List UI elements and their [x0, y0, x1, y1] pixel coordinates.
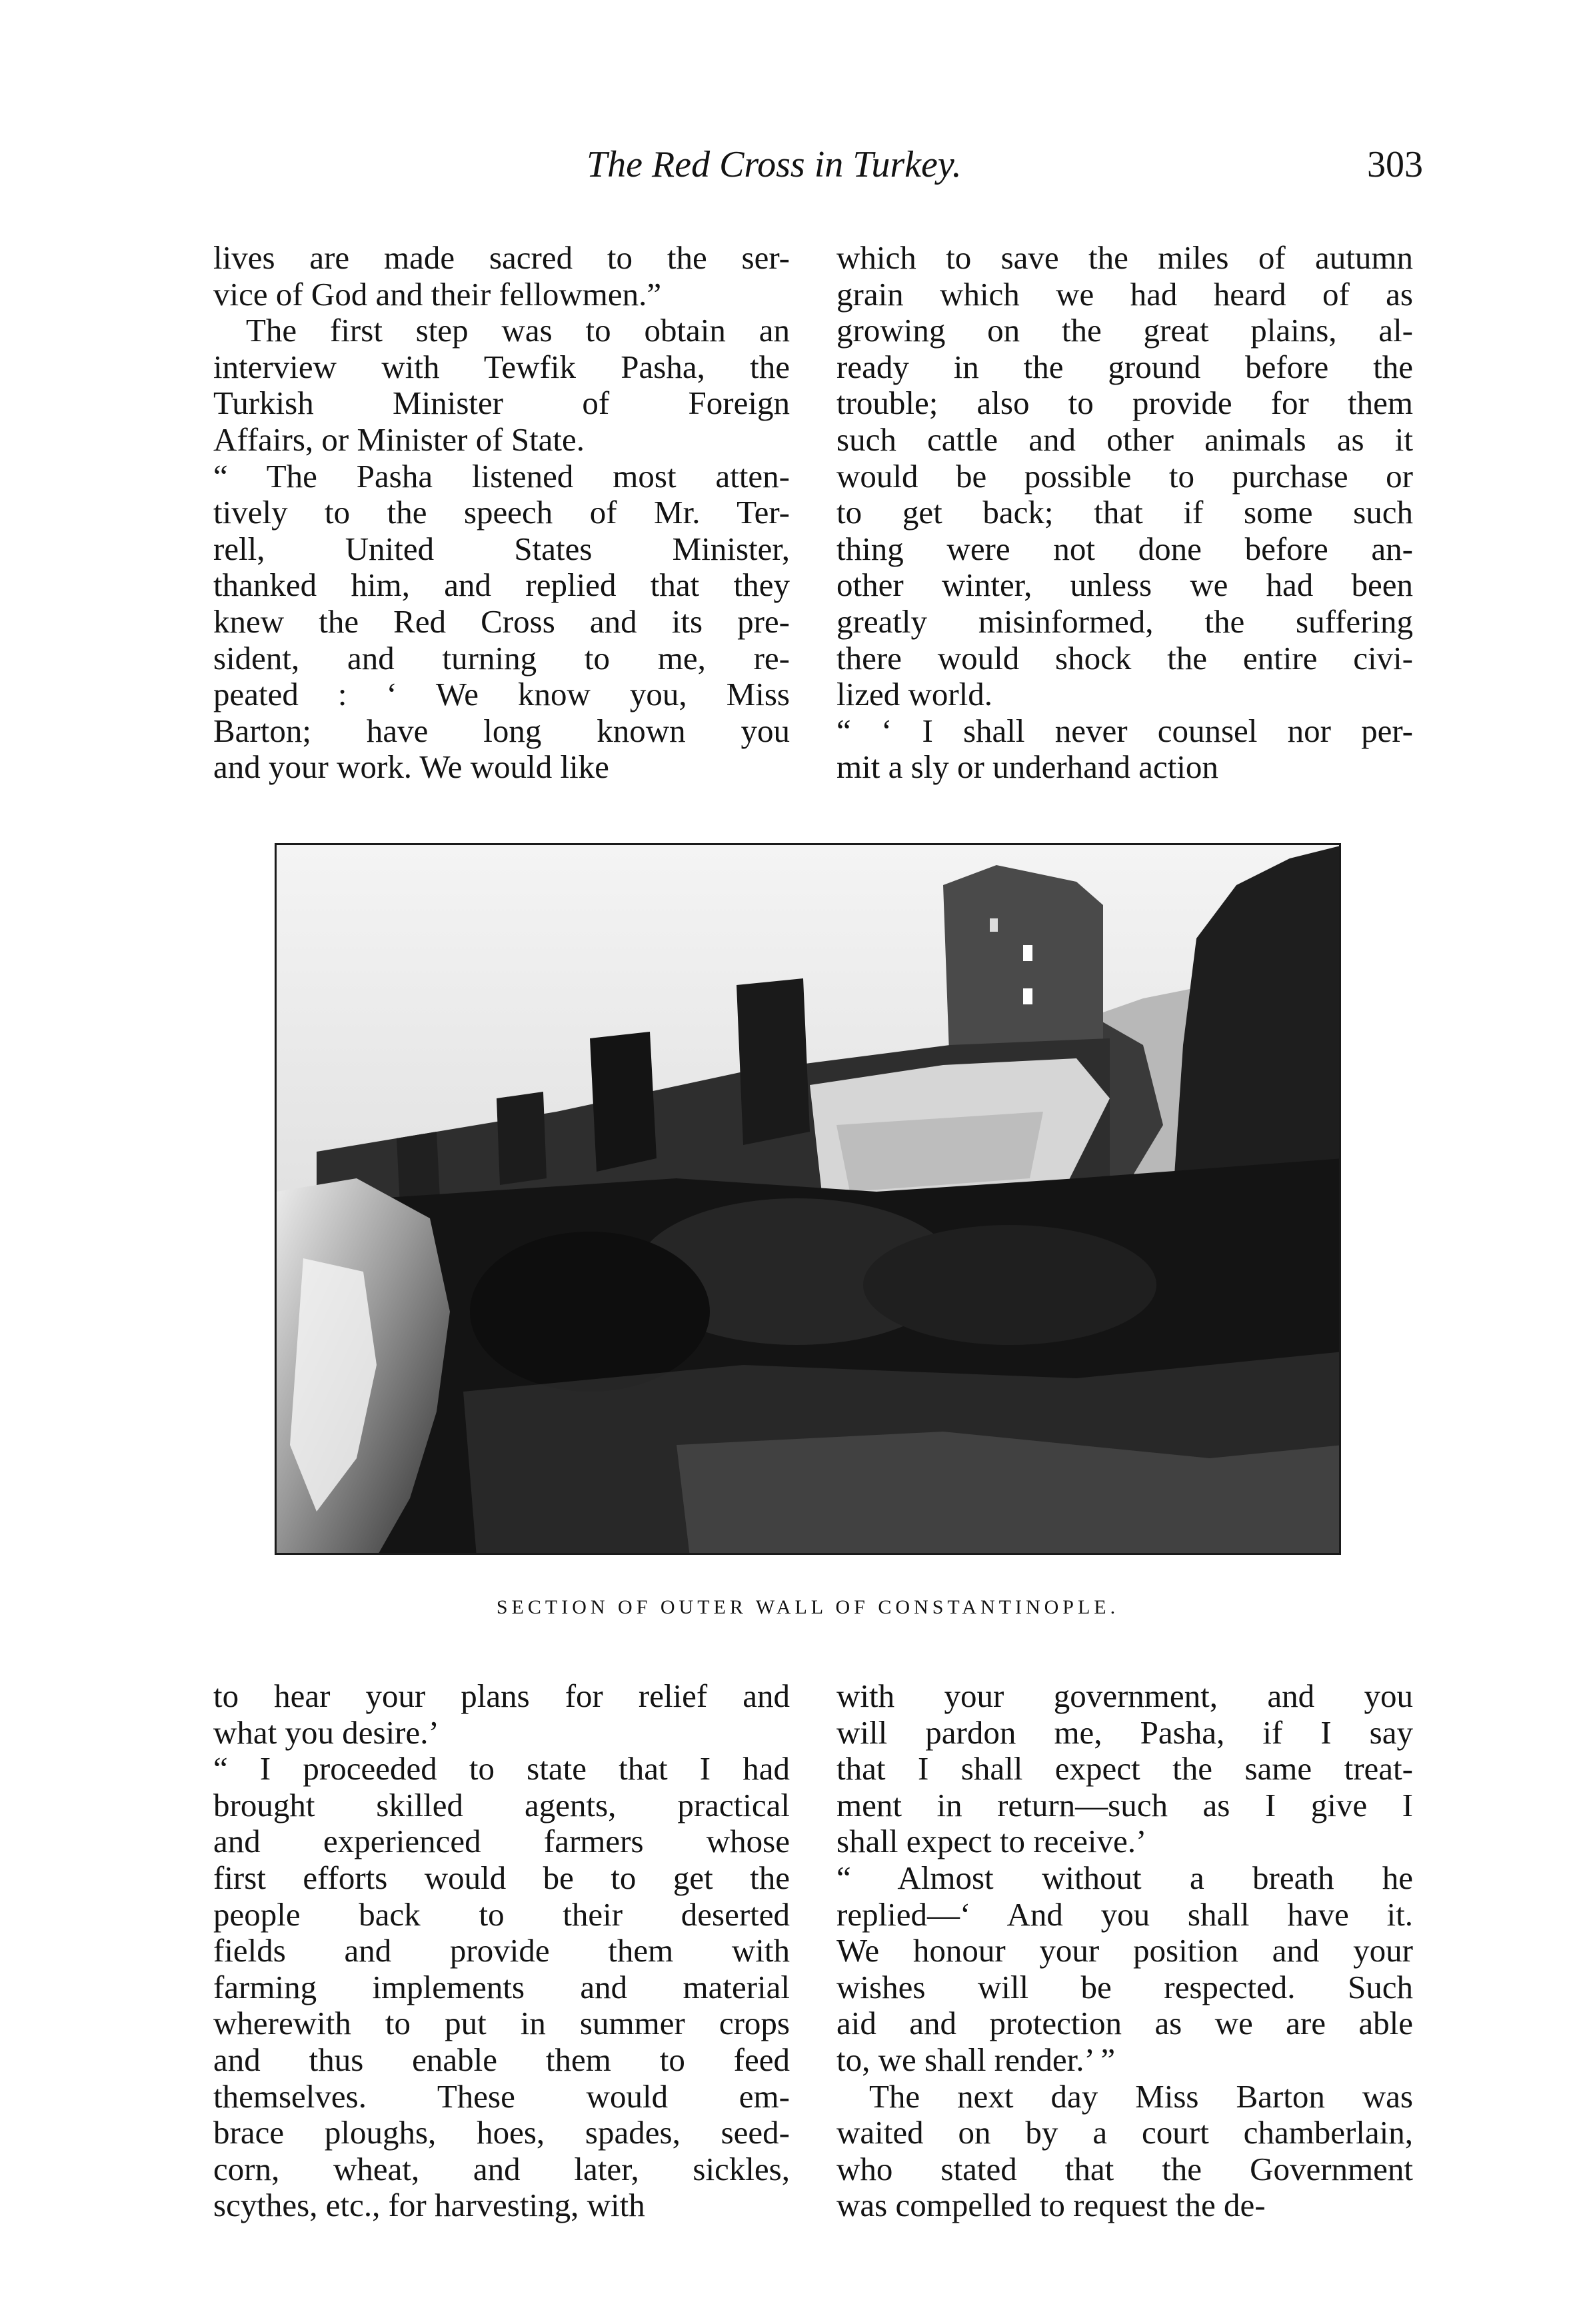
- text-line: which to save the miles of autumn: [836, 239, 1413, 276]
- text-line: first efforts would be to get the: [213, 1859, 790, 1896]
- text-line: there would shock the entire civi-: [836, 639, 1413, 676]
- text-line: themselves. These would em-: [213, 2077, 790, 2115]
- text-line: such cattle and other animals as it: [836, 421, 1413, 458]
- text-line: to get back; that if some such: [836, 494, 1413, 531]
- text-line: thing were not done before an-: [836, 530, 1413, 567]
- text-line: waited on by a court chamberlain,: [836, 2114, 1413, 2151]
- text-line: was compelled to request the de-: [836, 2187, 1266, 2224]
- text-line: ready in the ground before the: [836, 348, 1413, 385]
- text-line: would be possible to purchase or: [836, 457, 1413, 495]
- text-line: and thus enable them to feed: [213, 2041, 790, 2078]
- text-line: brace ploughs, hoes, spades, seed-: [213, 2114, 790, 2151]
- text-line: growing on the great plains, al-: [836, 312, 1413, 349]
- text-line: shall expect to receive.’: [836, 1823, 1147, 1860]
- text-line: to, we shall render.’ ”: [836, 2041, 1116, 2078]
- text-line: The next day Miss Barton was: [836, 2077, 1413, 2115]
- text-line: lives are made sacred to the ser-: [213, 239, 790, 276]
- text-line: what you desire.’: [213, 1714, 439, 1751]
- text-line: that I shall expect the same treat-: [836, 1750, 1413, 1787]
- text-line: Affairs, or Minister of State.: [213, 421, 585, 458]
- text-line: people back to their deserted: [213, 1895, 790, 1933]
- text-line: tively to the speech of Mr. Ter-: [213, 494, 790, 531]
- text-line: thanked him, and replied that they: [213, 567, 790, 604]
- text-line: will pardon me, Pasha, if I say: [836, 1714, 1413, 1751]
- text-line: “ The Pasha listened most atten-: [213, 457, 790, 495]
- text-column-bottom-right: [836, 1678, 1413, 2224]
- text-line: to hear your plans for relief and: [213, 1678, 790, 1714]
- running-header-title: The Red Cross in Turkey.: [587, 144, 962, 185]
- text-line: farming implements and material: [213, 1968, 790, 2005]
- text-line: sident, and turning to me, re-: [213, 639, 790, 676]
- page-number: 303: [1367, 144, 1423, 185]
- text-line: Turkish Minister of Foreign: [213, 385, 790, 422]
- text-line: knew the Red Cross and its pre-: [213, 602, 790, 640]
- text-line: scythes, etc., for harvesting, with: [213, 2187, 645, 2224]
- text-line: Barton; have long known you: [213, 712, 790, 749]
- text-line: “ ‘ I shall never counsel nor per-: [836, 712, 1413, 749]
- text-line: rell, United States Minister,: [213, 530, 790, 567]
- text-line: grain which we had heard of as: [836, 275, 1413, 313]
- text-line: greatly misinformed, the suffering: [836, 602, 1413, 640]
- figure-caption: SECTION OF OUTER WALL OF CONSTANTINOPLE.: [496, 1596, 1120, 1618]
- text-line: trouble; also to provide for them: [836, 385, 1413, 422]
- text-line: with your government, and you: [836, 1678, 1413, 1714]
- text-line: vice of God and their fellowmen.”: [213, 275, 662, 313]
- text-line: replied—‘ And you shall have it.: [836, 1895, 1413, 1933]
- text-column-top-left: [213, 240, 790, 786]
- text-line: wishes will be respected. Such: [836, 1968, 1413, 2005]
- text-line: who stated that the Government: [836, 2150, 1413, 2187]
- text-line: other winter, unless we had been: [836, 567, 1413, 604]
- text-line: interview with Tewfik Pasha, the: [213, 348, 790, 385]
- text-column-top-right: [836, 240, 1413, 786]
- text-line: lized world.: [836, 676, 993, 713]
- text-column-bottom-left: [213, 1678, 790, 2224]
- text-line: peated : ‘ We know you, Miss: [213, 676, 790, 713]
- text-line: and experienced farmers whose: [213, 1823, 790, 1860]
- text-line: “ I proceeded to state that I had: [213, 1750, 790, 1787]
- text-line: and your work. We would like: [213, 748, 609, 786]
- text-line: “ Almost without a breath he: [836, 1859, 1413, 1896]
- text-line: corn, wheat, and later, sickles,: [213, 2150, 790, 2187]
- text-line: fields and provide them with: [213, 1932, 790, 1969]
- text-line: mit a sly or underhand action: [836, 748, 1218, 786]
- text-line: The first step was to obtain an: [213, 312, 790, 349]
- text-line: aid and protection as we are able: [836, 2005, 1413, 2042]
- text-line: We honour your position and your: [836, 1932, 1413, 1969]
- photograph-city-wall: [275, 843, 1341, 1555]
- text-line: ment in return—such as I give I: [836, 1786, 1413, 1823]
- text-line: brought skilled agents, practical: [213, 1786, 790, 1823]
- text-line: wherewith to put in summer crops: [213, 2005, 790, 2042]
